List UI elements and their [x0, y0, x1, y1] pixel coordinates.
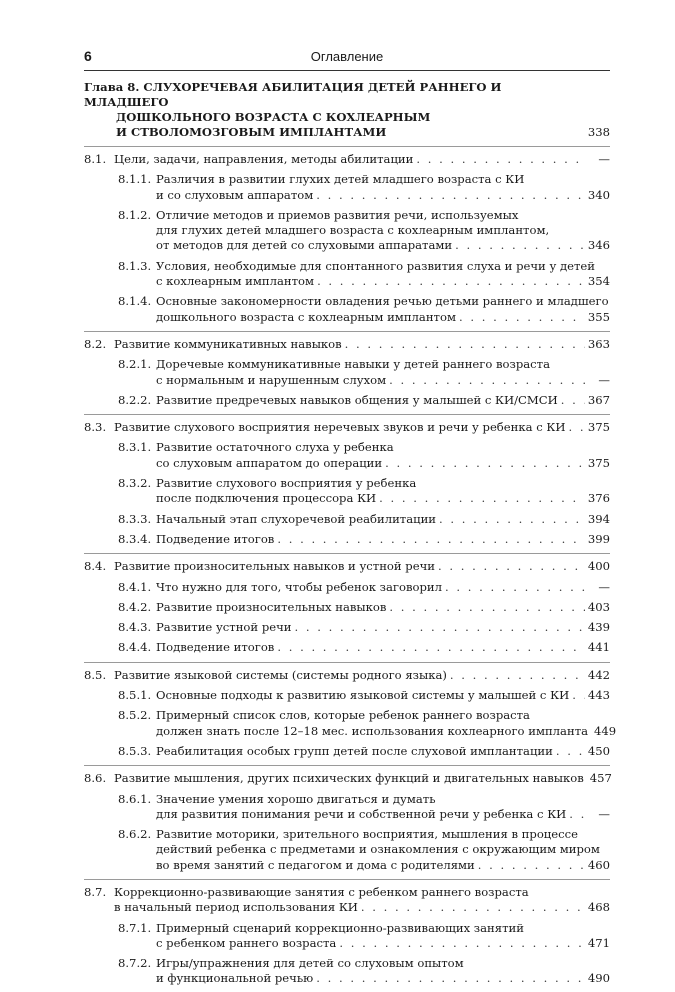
- entry-page: 490: [587, 971, 610, 986]
- chapter-title-line: И СТВОЛОМОЗГОВЫМ ИМПЛАНТАМИ: [116, 125, 387, 139]
- dot-leader: [568, 420, 584, 435]
- entry-title: [84, 512, 610, 527]
- dot-leader: [445, 580, 587, 595]
- entry-number: 8.5.3.: [118, 743, 152, 758]
- dot-leader: [316, 971, 585, 986]
- dot-leader: [277, 640, 585, 655]
- toc-section[interactable]: [84, 420, 610, 435]
- entry-number: 8.2.2.: [118, 392, 152, 407]
- dot-leader: [416, 152, 587, 167]
- dot-leader: [389, 373, 587, 388]
- entry-title-line: Условия, необходимые для спонтанного развития слуха и речи у детей: [156, 258, 595, 273]
- entry-page: —: [598, 372, 610, 387]
- entry-page: 346: [587, 238, 610, 253]
- entry-title: [84, 420, 610, 435]
- entry-title: [84, 337, 610, 352]
- entry-title-line: Подведение итогов: [156, 531, 275, 546]
- entry-number: 8.5.2.: [118, 708, 152, 723]
- entry-title-line: Реабилитация особых групп детей после слуховой имплантации: [156, 743, 553, 758]
- entry-number: 8.7.2.: [118, 956, 152, 971]
- entry-title: [84, 744, 610, 759]
- entry-title-line: дошкольного возраста с кохлеарным имплантом: [156, 309, 456, 324]
- entry-number: 8.4.2.: [118, 599, 152, 614]
- entry-number: 8.4.4.: [118, 640, 152, 655]
- toc-section[interactable]: [84, 559, 610, 574]
- entry-number: 8.1.2.: [118, 207, 152, 222]
- entry-page: —: [598, 579, 610, 594]
- entry-title: [84, 580, 610, 595]
- entry-page: 443: [587, 688, 610, 703]
- entry-title-line: Развитие мышления, других психических функций и двигательных навыков: [114, 771, 584, 786]
- table-of-contents: [84, 80, 617, 992]
- entry-title: [84, 688, 610, 703]
- dot-leader: [385, 456, 585, 471]
- dot-leader: [450, 668, 585, 683]
- entry-page: 376: [587, 491, 610, 506]
- toc-subsection[interactable]: [84, 640, 610, 655]
- entry-page: 363: [587, 336, 610, 351]
- toc-subsection[interactable]: [84, 792, 610, 823]
- toc-subsection[interactable]: [84, 708, 617, 739]
- entry-number: 8.6.2.: [118, 827, 152, 842]
- entry-title-line: Примерный сценарий коррекционно-развивающих занятий: [156, 920, 524, 935]
- entry-number: 8.1.1.: [118, 172, 152, 187]
- entry-title-line: для глухих детей младшего возраста с кохлеарным имплантом,: [156, 223, 550, 238]
- toc-section[interactable]: [84, 668, 610, 683]
- entry-title: [84, 172, 610, 203]
- dot-leader: [439, 512, 585, 527]
- section-divider: [84, 879, 610, 880]
- entry-title-line: Основные подходы к развитию языковой системы у малышей с КИ: [156, 688, 570, 703]
- dot-leader: [316, 188, 585, 203]
- entry-title-line: действий ребенка с предметами и ознакомления с окружающим миром: [156, 842, 600, 857]
- entry-number: 8.4.1.: [118, 579, 152, 594]
- entry-page: 468: [587, 900, 610, 915]
- section-divider: [84, 765, 610, 766]
- entry-page: 441: [587, 640, 610, 655]
- entry-page: 355: [587, 309, 610, 324]
- entry-page: 457: [589, 771, 612, 786]
- toc-subsection[interactable]: [84, 294, 610, 325]
- entry-number: 8.3.1.: [118, 440, 152, 455]
- entry-title: [84, 921, 610, 952]
- entry-page: 442: [587, 667, 610, 682]
- dot-leader: [361, 900, 585, 915]
- entry-number: 8.1.4.: [118, 294, 152, 309]
- entry-page: 399: [587, 531, 610, 546]
- entry-title-line: Доречевые коммуникативные навыки у детей раннего возраста: [156, 357, 551, 372]
- toc-subsection[interactable]: [84, 744, 610, 759]
- entry-title-line: после подключения процессора КИ: [156, 491, 377, 506]
- section-divider: [84, 331, 610, 332]
- toc-section[interactable]: [84, 152, 610, 167]
- entry-number: 8.3.4.: [118, 531, 152, 546]
- toc-subsection[interactable]: [84, 956, 610, 987]
- entry-number: 8.4.: [84, 559, 107, 574]
- entry-number: 8.3.3.: [118, 511, 152, 526]
- entry-page: 449: [594, 723, 617, 738]
- toc-subsection[interactable]: [84, 208, 610, 254]
- chapter-title-line: Глава 8. СЛУХОРЕЧЕВАЯ АБИЛИТАЦИЯ ДЕТЕЙ РАННЕГО И МЛАДШЕГО: [84, 80, 502, 109]
- entry-title-line: и со слуховым аппаратом: [156, 187, 314, 202]
- toc-section[interactable]: [84, 337, 610, 352]
- entry-title: [84, 393, 610, 408]
- entry-title-line: Развитие произносительных навыков и устной речи: [114, 559, 435, 574]
- entry-page: 340: [587, 187, 610, 202]
- toc-subsection[interactable]: [84, 172, 610, 203]
- entry-title-line: во время занятий с педагогом и дома с родителями: [156, 857, 475, 872]
- entry-title: [84, 885, 610, 916]
- toc-subsection[interactable]: [84, 476, 610, 507]
- entry-title: [84, 440, 610, 471]
- entry-title: [84, 771, 610, 786]
- toc-section[interactable]: [84, 885, 610, 916]
- entry-title: [84, 294, 610, 325]
- entry-page: —: [598, 152, 610, 166]
- entry-page: 471: [587, 935, 610, 950]
- entry-title: [84, 708, 617, 739]
- entry-number: 8.7.: [84, 884, 107, 899]
- entry-title-line: Начальный этап слухоречевой реабилитации: [156, 511, 437, 526]
- chapter-heading: [84, 80, 610, 140]
- entry-title: [84, 668, 610, 683]
- entry-title-line: Развитие остаточного слуха у ребенка: [156, 440, 394, 455]
- entry-number: 8.1.: [84, 152, 107, 166]
- toc-subsection[interactable]: [84, 532, 610, 547]
- entry-page: 450: [587, 743, 610, 758]
- dot-leader: [438, 559, 585, 574]
- dot-leader: [556, 744, 585, 759]
- entry-title-line: в начальный период использования КИ: [114, 900, 358, 915]
- dot-leader: [317, 274, 585, 289]
- entry-number: 8.3.2.: [118, 476, 152, 491]
- dot-leader: [561, 393, 585, 408]
- entry-page: 460: [587, 857, 610, 872]
- toc-subsection[interactable]: [84, 921, 610, 952]
- entry-title: [84, 357, 610, 388]
- entry-title: [84, 532, 610, 547]
- entry-title: [84, 559, 610, 574]
- toc-subsection[interactable]: [84, 259, 610, 290]
- entry-number: 8.1.3.: [118, 258, 152, 273]
- entry-title-line: Цели, задачи, направления, методы абилитации: [114, 152, 414, 166]
- entry-title-line: Различия в развитии глухих детей младшего возраста с КИ: [156, 172, 525, 187]
- dot-leader: [379, 491, 585, 506]
- entry-title-line: для развития понимания речи и собственной речи у ребенка с КИ: [156, 806, 567, 821]
- dot-leader: [339, 936, 585, 951]
- entry-title: [84, 152, 610, 167]
- dot-leader: [345, 337, 585, 352]
- dot-leader: [389, 600, 584, 615]
- entry-page: 394: [587, 511, 610, 526]
- section-divider: [84, 553, 610, 554]
- entry-title-line: Развитие предречевых навыков общения у малышей с КИ/СМСИ: [156, 392, 558, 407]
- section-divider: [84, 662, 610, 663]
- entry-page: 403: [587, 599, 610, 614]
- dot-leader: [455, 238, 585, 253]
- entry-title-line: Значение умения хорошо двигаться и думать: [156, 791, 436, 806]
- entry-title-line: Развитие слухового восприятия у ребенка: [156, 476, 417, 491]
- toc-subsection[interactable]: [84, 580, 610, 595]
- entry-title-line: Развитие слухового восприятия неречевых звуков и речи у ребенка с КИ: [114, 420, 566, 435]
- toc-subsection[interactable]: [84, 600, 610, 615]
- section-divider: [84, 414, 610, 415]
- entry-title: [84, 956, 610, 987]
- section-divider: [84, 146, 610, 147]
- entry-title-line: и функциональной речью: [156, 971, 314, 986]
- toc-subsection[interactable]: [84, 620, 610, 635]
- dot-leader: [459, 310, 585, 325]
- toc-subsection[interactable]: [84, 440, 610, 471]
- entry-title-line: Развитие языковой системы (системы родного языка): [114, 667, 447, 682]
- dot-leader: [277, 532, 585, 547]
- entry-title-line: с ребенком раннего возраста: [156, 935, 337, 950]
- entry-number: 8.3.: [84, 420, 107, 435]
- entry-page: 354: [587, 274, 610, 289]
- entry-page: 375: [587, 420, 610, 435]
- entry-title-line: Отличие методов и приемов развития речи, используемых: [156, 207, 519, 222]
- entry-title: [84, 640, 610, 655]
- entry-title-line: должен знать после 12–18 мес. использования кохлеарного импланта: [156, 723, 589, 738]
- toc-subsection[interactable]: [84, 688, 610, 703]
- toc-subsection[interactable]: [84, 827, 610, 873]
- entry-title-line: Развитие произносительных навыков: [156, 599, 387, 614]
- entry-number: 8.2.1.: [118, 357, 152, 372]
- toc-subsection[interactable]: [84, 357, 610, 388]
- entry-title-line: с кохлеарным имплантом: [156, 274, 315, 289]
- toc-subsection[interactable]: [84, 393, 610, 408]
- entry-number: 8.4.3.: [118, 620, 152, 635]
- toc-section[interactable]: [84, 771, 610, 786]
- entry-title: [84, 827, 610, 873]
- entry-number: 8.2.: [84, 336, 107, 351]
- toc-subsection[interactable]: [84, 512, 610, 527]
- entry-title-line: Развитие устной речи: [156, 620, 292, 635]
- chapter-page: 338: [587, 125, 610, 139]
- entry-title-line: Основные закономерности овладения речью детьми раннего и младшего: [156, 294, 609, 309]
- entry-title-line: Игры/упражнения для детей со слуховым опытом: [156, 956, 464, 971]
- dot-leader: [569, 807, 587, 822]
- entry-title: [84, 620, 610, 635]
- entry-title: [84, 208, 610, 254]
- entry-number: 8.5.: [84, 667, 107, 682]
- entry-title-line: от методов для детей со слуховыми аппаратами: [156, 238, 453, 253]
- dot-leader: [572, 688, 585, 703]
- dot-leader: [478, 858, 585, 873]
- entry-number: 8.5.1.: [118, 688, 152, 703]
- entry-number: 8.7.1.: [118, 920, 152, 935]
- entry-title: [84, 259, 610, 290]
- header-rule: [84, 70, 610, 71]
- entry-title-line: Развитие моторики, зрительного восприятия, мышления в процессе: [156, 827, 578, 842]
- entry-page: 375: [587, 455, 610, 470]
- entry-title-line: с нормальным и нарушенным слухом: [156, 372, 387, 387]
- dot-leader: [295, 620, 585, 635]
- entry-page: 367: [587, 392, 610, 407]
- entry-title-line: Коррекционно-развивающие занятия с ребенком раннего возраста: [114, 884, 529, 899]
- chapter-title-line: ДОШКОЛЬНОГО ВОЗРАСТА С КОХЛЕАРНЫМ: [116, 110, 431, 124]
- entry-title-line: Примерный список слов, которые ребенок раннего возраста: [156, 708, 530, 723]
- entry-title-line: Развитие коммуникативных навыков: [114, 336, 342, 351]
- page-number: 6: [84, 48, 92, 64]
- entry-title: [84, 476, 610, 507]
- entry-title-line: Подведение итогов: [156, 640, 275, 655]
- entry-number: 8.6.1.: [118, 791, 152, 806]
- entry-page: —: [598, 806, 610, 821]
- entry-page: 400: [587, 559, 610, 574]
- entry-title: [84, 792, 610, 823]
- entry-number: 8.6.: [84, 771, 107, 786]
- entry-title-line: со слуховым аппаратом до операции: [156, 455, 383, 470]
- entry-page: 439: [587, 620, 610, 635]
- entry-title: [84, 600, 610, 615]
- running-title: Оглавление: [310, 49, 384, 64]
- entry-title-line: Что нужно для того, чтобы ребенок заговорил: [156, 579, 442, 594]
- toc-groups: [84, 146, 617, 987]
